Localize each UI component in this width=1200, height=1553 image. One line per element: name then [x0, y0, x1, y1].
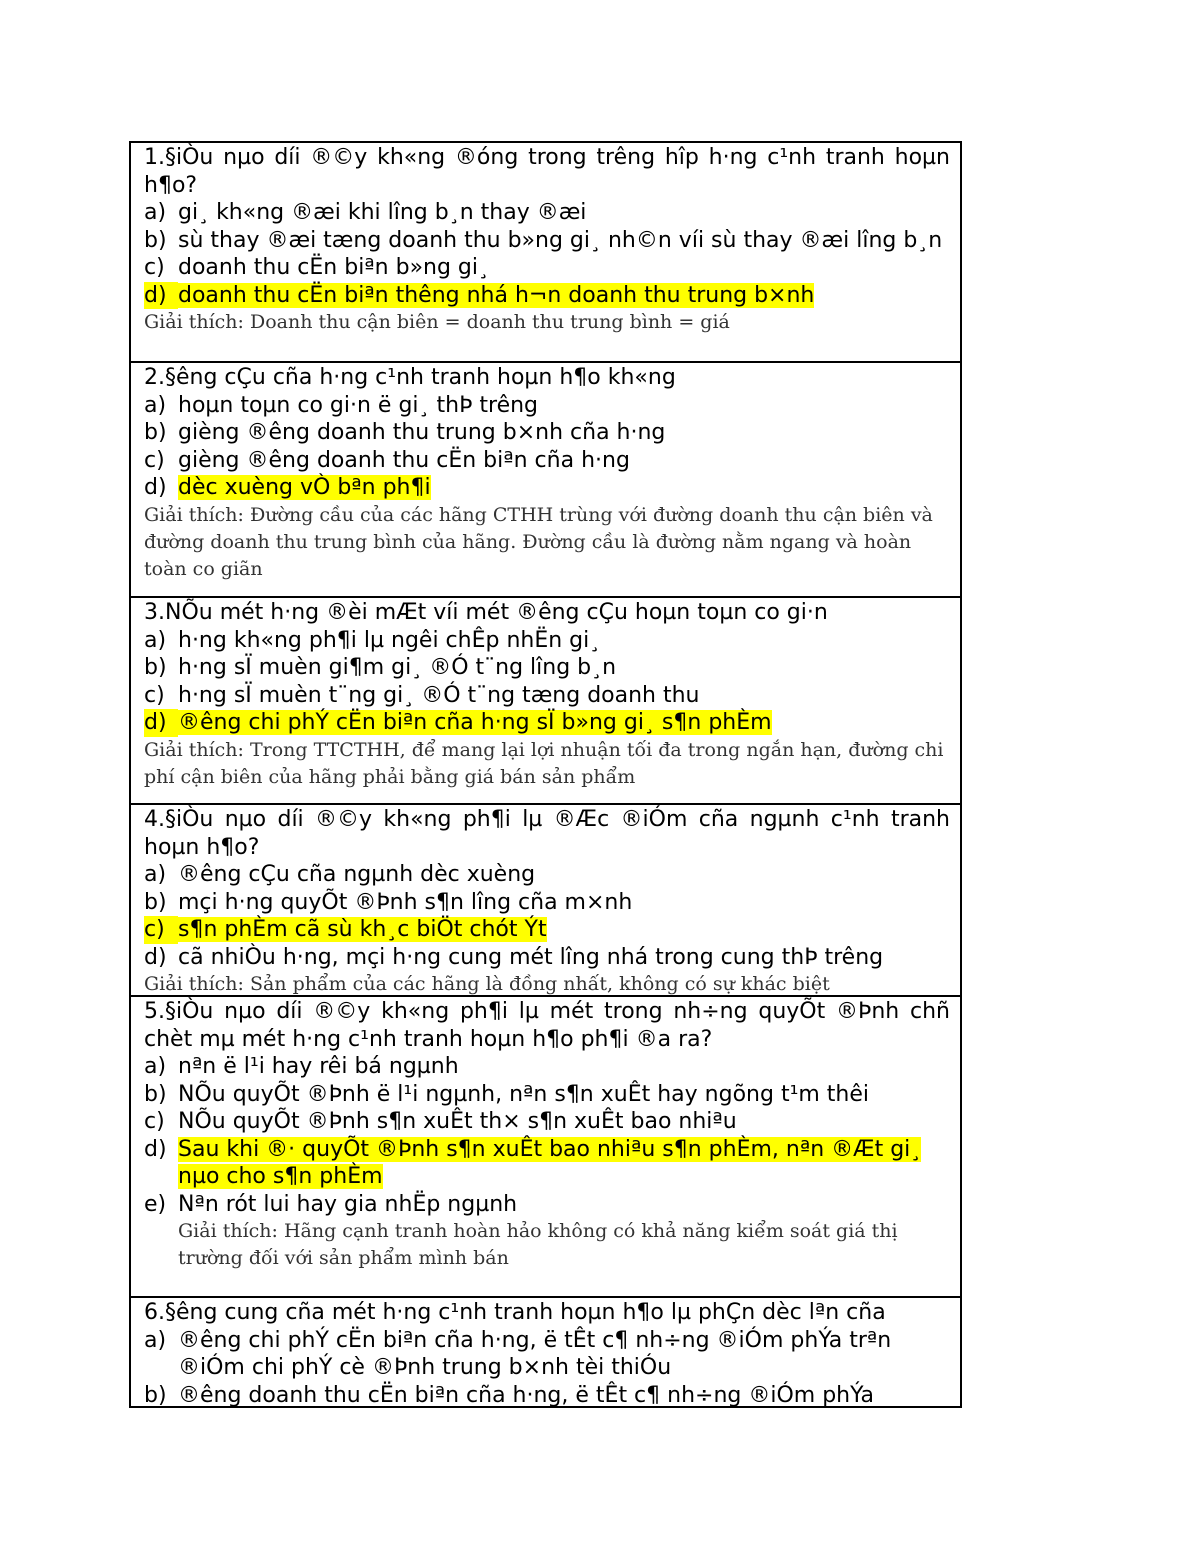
- option-d-correct: [144, 282, 950, 310]
- option-d-correct: [144, 474, 950, 502]
- option-text: ®êng chi phÝ cËn biªn cña h·ng, ë tÊt c¶ nh÷ng ®iÓm phÝa trªn ®iÓm chi phÝ cè ®Þnh trung b×nh tèi thiÓu: [178, 1327, 892, 1380]
- option-a: [144, 392, 950, 420]
- question-text: 6.§êng cung cña mét h·ng c¹nh tranh hoµn h¶o lµ phÇn dèc lªn cña: [144, 1300, 886, 1325]
- option-text: ®êng cÇu cña ngµnh dèc xuèng: [178, 862, 536, 887]
- option-letter: b): [144, 1081, 167, 1107]
- option-c: [144, 447, 950, 475]
- option-letter: a): [144, 392, 167, 418]
- question-box-5: [129, 995, 962, 1296]
- explanation-text: Giải thích: Doanh thu cận biên = doanh thu trung bình = giá: [144, 311, 730, 333]
- question-box-2: [129, 361, 962, 596]
- option-text-highlighted: Sau khi ®· quyÕt ®Þnh s¶n xuÊt bao nhiªu s¶n phÈm, nªn ®Æt gi¸ nµo cho s¶n phÈm: [178, 1136, 922, 1189]
- option-letter: b): [144, 227, 167, 253]
- option-text-highlighted: ®êng chi phÝ cËn biªn cña h·ng sÏ b»ng gi¸ s¶n phÈm: [178, 710, 772, 735]
- option-c-correct: [144, 916, 950, 944]
- option-letter: d): [144, 475, 167, 500]
- option-text: sù thay ®æi tæng doanh thu b»ng gi¸ nh©n víi sù thay ®æi lîng b¸n: [178, 227, 943, 253]
- option-a: [144, 861, 950, 889]
- option-letter: b): [144, 889, 167, 915]
- option-c: [144, 682, 950, 710]
- question-box-4: [129, 803, 962, 995]
- option-a: [144, 1327, 950, 1382]
- option-d-correct: [144, 1136, 950, 1191]
- option-text: doanh thu cËn biªn b»ng gi¸: [178, 255, 490, 280]
- option-text: hoµn toµn co gi·n ë gi¸ thÞ trêng: [178, 392, 539, 418]
- option-letter: d): [144, 709, 178, 737]
- question-text: 4.§iÒu nµo díi ®©y kh«ng ph¶i lµ ®Æc ®iÓm cña ngµnh c¹nh tranh hoµn h¶o?: [144, 807, 950, 860]
- question-box-3: [129, 596, 962, 803]
- option-b: [144, 889, 950, 917]
- question-box-6: [129, 1296, 962, 1408]
- option-letter: a): [144, 1327, 167, 1353]
- option-b: [144, 227, 950, 255]
- explanation-text: Giải thích: Trong TTCTHH, để mang lại lợi nhuận tối đa trong ngắn hạn, đường chi phí cận biên của hãng phải bằng giá bán sản phẩm: [144, 738, 944, 788]
- question-box-1: [129, 141, 962, 361]
- option-letter: d): [144, 1136, 167, 1162]
- option-text: h·ng sÏ muèn t¨ng gi¸ ®Ó t¨ng tæng doanh thu: [178, 682, 700, 708]
- option-text-highlighted: s¶n phÈm cã sù kh¸c biÖt chót Ýt: [178, 917, 547, 942]
- option-a: [144, 627, 950, 655]
- option-text: NÕu quyÕt ®Þnh ë l¹i ngµnh, nªn s¶n xuÊt hay ngõng t¹m thêi: [178, 1081, 870, 1107]
- option-letter: c): [144, 1109, 165, 1134]
- option-text: cã nhiÒu h·ng, mçi h·ng cung mét lîng nhá trong cung thÞ trêng: [178, 944, 884, 970]
- option-text: h·ng sÏ muèn gi¶m gi¸ ®Ó t¨ng lîng b¸n: [178, 655, 617, 680]
- option-letter: b): [144, 655, 167, 680]
- option-letter: d): [144, 944, 167, 970]
- option-text-highlighted: doanh thu cËn biªn thêng nhá h¬n doanh thu trung b×nh: [178, 282, 815, 308]
- question-text: 5.§iÒu nµo díi ®©y kh«ng ph¶i lµ mét trong nh÷ng quyÕt ®Þnh chñ chèt mµ mét h·ng c¹nh tranh hoµn h¶o ph¶i ®a ra?: [144, 999, 950, 1052]
- option-b: [144, 419, 950, 447]
- question-text: 3.NÕu mét h·ng ®èi mÆt víi mét ®êng cÇu hoµn toµn co gi·n: [144, 600, 828, 625]
- option-text: ®êng doanh thu cËn biªn cña h·ng, ë tÊt c¶ nh÷ng ®iÓm phÝa: [178, 1382, 875, 1408]
- option-b: [144, 1081, 950, 1109]
- option-letter: d): [144, 282, 178, 310]
- option-text: NÕu quyÕt ®Þnh s¶n xuÊt th× s¶n xuÊt bao nhiªu: [178, 1109, 737, 1134]
- option-letter: a): [144, 862, 167, 887]
- option-letter: c): [144, 682, 165, 708]
- option-letter: c): [144, 916, 178, 944]
- option-letter: a): [144, 1054, 167, 1079]
- option-d-correct: [144, 709, 950, 737]
- option-d: [144, 944, 950, 972]
- option-text-highlighted: dèc xuèng vÒ bªn ph¶i: [178, 475, 431, 500]
- option-text: mçi h·ng quyÕt ®Þnh s¶n lîng cña m×nh: [178, 889, 633, 915]
- option-letter: e): [144, 1191, 167, 1217]
- option-b: [144, 1382, 950, 1409]
- option-text: Nªn rót lui hay gia nhËp ngµnh: [178, 1191, 518, 1217]
- option-letter: b): [144, 1382, 167, 1408]
- option-text: gièng ®êng doanh thu trung b×nh cña h·ng: [178, 420, 666, 445]
- option-letter: c): [144, 255, 165, 280]
- option-b: [144, 654, 950, 682]
- question-text: 1.§iÒu nµo díi ®©y kh«ng ®óng trong trêng hîp h·ng c¹nh tranh hoµn h¶o?: [144, 145, 950, 198]
- option-letter: a): [144, 200, 167, 225]
- explanation-text: Giải thích: Sản phẩm của các hãng là đồng nhất, không có sự khác biệt: [144, 973, 830, 995]
- question-text: 2.§êng cÇu cña h·ng c¹nh tranh hoµn h¶o kh«ng: [144, 365, 676, 390]
- option-text: gièng ®êng doanh thu cËn biªn cña h·ng: [178, 447, 630, 473]
- option-a: [144, 1053, 950, 1081]
- explanation-text: Giải thích: Hãng cạnh tranh hoàn hảo không có khả năng kiểm soát giá thị trường đối với sản phẩm mình bán: [178, 1220, 898, 1269]
- option-letter: c): [144, 447, 165, 473]
- option-a: [144, 199, 950, 227]
- option-text: h·ng kh«ng ph¶i lµ ngêi chÊp nhËn gi¸: [178, 627, 601, 653]
- option-c: [144, 254, 950, 282]
- option-c: [144, 1108, 950, 1136]
- option-letter: b): [144, 420, 167, 445]
- option-text: gi¸ kh«ng ®æi khi lîng b¸n thay ®æi: [178, 200, 587, 225]
- option-e: [144, 1191, 950, 1219]
- explanation-text: Giải thích: Đường cầu của các hãng CTHH trùng với đường doanh thu cận biên và đường doanh thu trung bình của hãng. Đường cầu là đường nằm ngang và hoàn toàn co giãn: [144, 503, 933, 580]
- option-text: nªn ë l¹i hay rêi bá ngµnh: [178, 1054, 459, 1079]
- option-letter: a): [144, 627, 167, 653]
